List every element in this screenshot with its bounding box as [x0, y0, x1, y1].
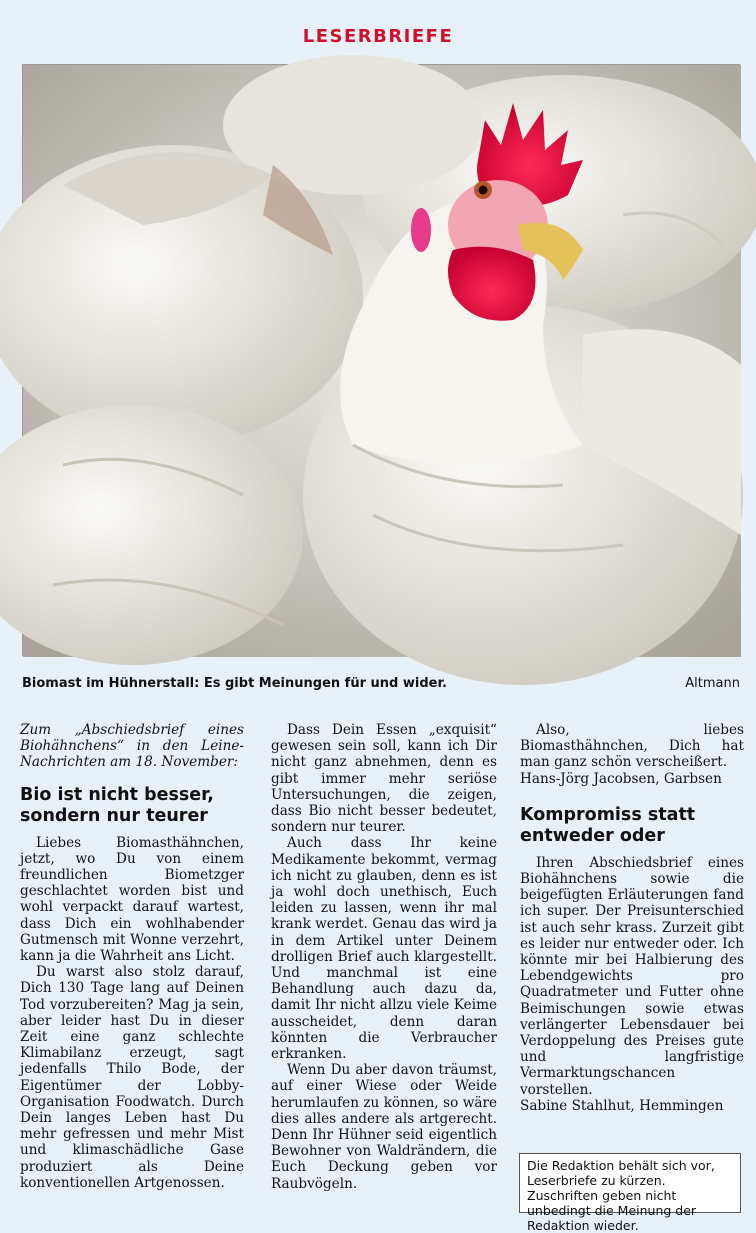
column-3 [520, 722, 744, 1132]
photo-credit: Altmann [685, 676, 740, 691]
section-title: LESERBRIEFE [302, 26, 454, 47]
letter-1-paragraph: Liebes Biomasthähnchen, jetzt, wo Du von einem freundlichen Biometzger geschlachtet worden bist und wohl verpackt darauf wartest, dass Dich ein wohlhabender Gutmensch mit Wonne verzehrt, kann ja die Wahrheit ans Licht. [20, 834, 244, 965]
photo-caption: Biomast im Hühnerstall: Es gibt Meinungen für und wider. [22, 676, 447, 691]
letter-2-headline: Kompromiss statt entweder oder [520, 804, 696, 846]
letter-2-signature: Sabine Stahlhut, Hemmingen [520, 1097, 724, 1114]
letter-2-paragraph: Ihren Abschiedsbrief eines Biohähnchens sowie die beigefügten Erläuterungen fand ich super. Der Preisunterschied ist auch sehr krass. Zurzeit gibt es leider nur entweder oder. Ich könnte mir bei Halbierung des Lebendgewichts pro Quadratmeter und Futter ohne Beimischungen sowie etwas verlängerter Lebensdauer bei Verdoppelung des Preises gute und langfristige Vermarktungschancen vorstellen. [520, 854, 744, 1098]
photo-caption-row [22, 676, 740, 691]
letter-1-paragraph: Auch dass Ihr keine Medikamente bekommt, vermag ich nicht zu glauben, denn es ist ja wohl doch unethisch, Euch leiden zu lassen, wenn ihr mal krank werdet. Genau das wird ja in dem Artikel unter Deinem drolligen Brief auch klargestellt. Und manchmal ist eine Behandlung auch dazu da, damit Ihr nicht allzu viele Keime ausscheidet, denn daran könnten die Verbraucher erkranken. [271, 835, 497, 1063]
editorial-notice: Die Redaktion behält sich vor, Leserbriefe zu kürzen. Zuschriften geben nicht unbedingt die Meinung der Redaktion wieder. [519, 1153, 741, 1213]
letter-1-paragraph: Wenn Du aber davon träumst, auf einer Wiese oder Weide herumlaufen zu können, so wäre dies alles andere als artgerecht. Denn Ihr Hühner seid eigentlich Bewohner von Waldrändern, die Euch Deckung geben vor Raubvögeln. [271, 1062, 497, 1192]
letter-1-paragraph: Also, liebes Biomasthähnchen, Dich hat man ganz schön verscheißert. [520, 722, 744, 771]
column-2 [271, 722, 497, 1192]
letter-1-signature: Hans-Jörg Jacobsen, Garbsen [520, 770, 722, 787]
letter-intro: Zum „Abschiedsbrief eines Biohähnchens“ in den Leine-Nachrichten am 18. November: [20, 722, 244, 771]
letter-1-headline: Bio ist nicht besser, sondern nur teurer [20, 784, 214, 826]
chicken-photo [22, 64, 740, 656]
letter-1-paragraph: Du warst also stolz darauf, Dich 130 Tage lang auf Deinen Tod vorzubereiten? Mag ja sein, aber leider hast Du in dieser Zeit eine ganz schlechte Klimabilanz erzeugt, sagt jedenfalls Thilo Bode, der Eigentümer der Lobby-Organisation Foodwatch. Durch Dein langes Leben hast Du mehr gefressen und mehr Mist und klimaschädliche Gase produziert als Deine konventionellen Artgenossen. [20, 964, 244, 1191]
letter-1-paragraph: Dass Dein Essen „exquisit“ gewesen sein soll, kann ich Dir nicht ganz abnehmen, denn es gibt immer mehr seriöse Untersuchungen, die zeigen, dass Bio nicht besser bedeutet, sondern nur teurer. [271, 722, 497, 836]
column-1 [20, 722, 244, 1191]
